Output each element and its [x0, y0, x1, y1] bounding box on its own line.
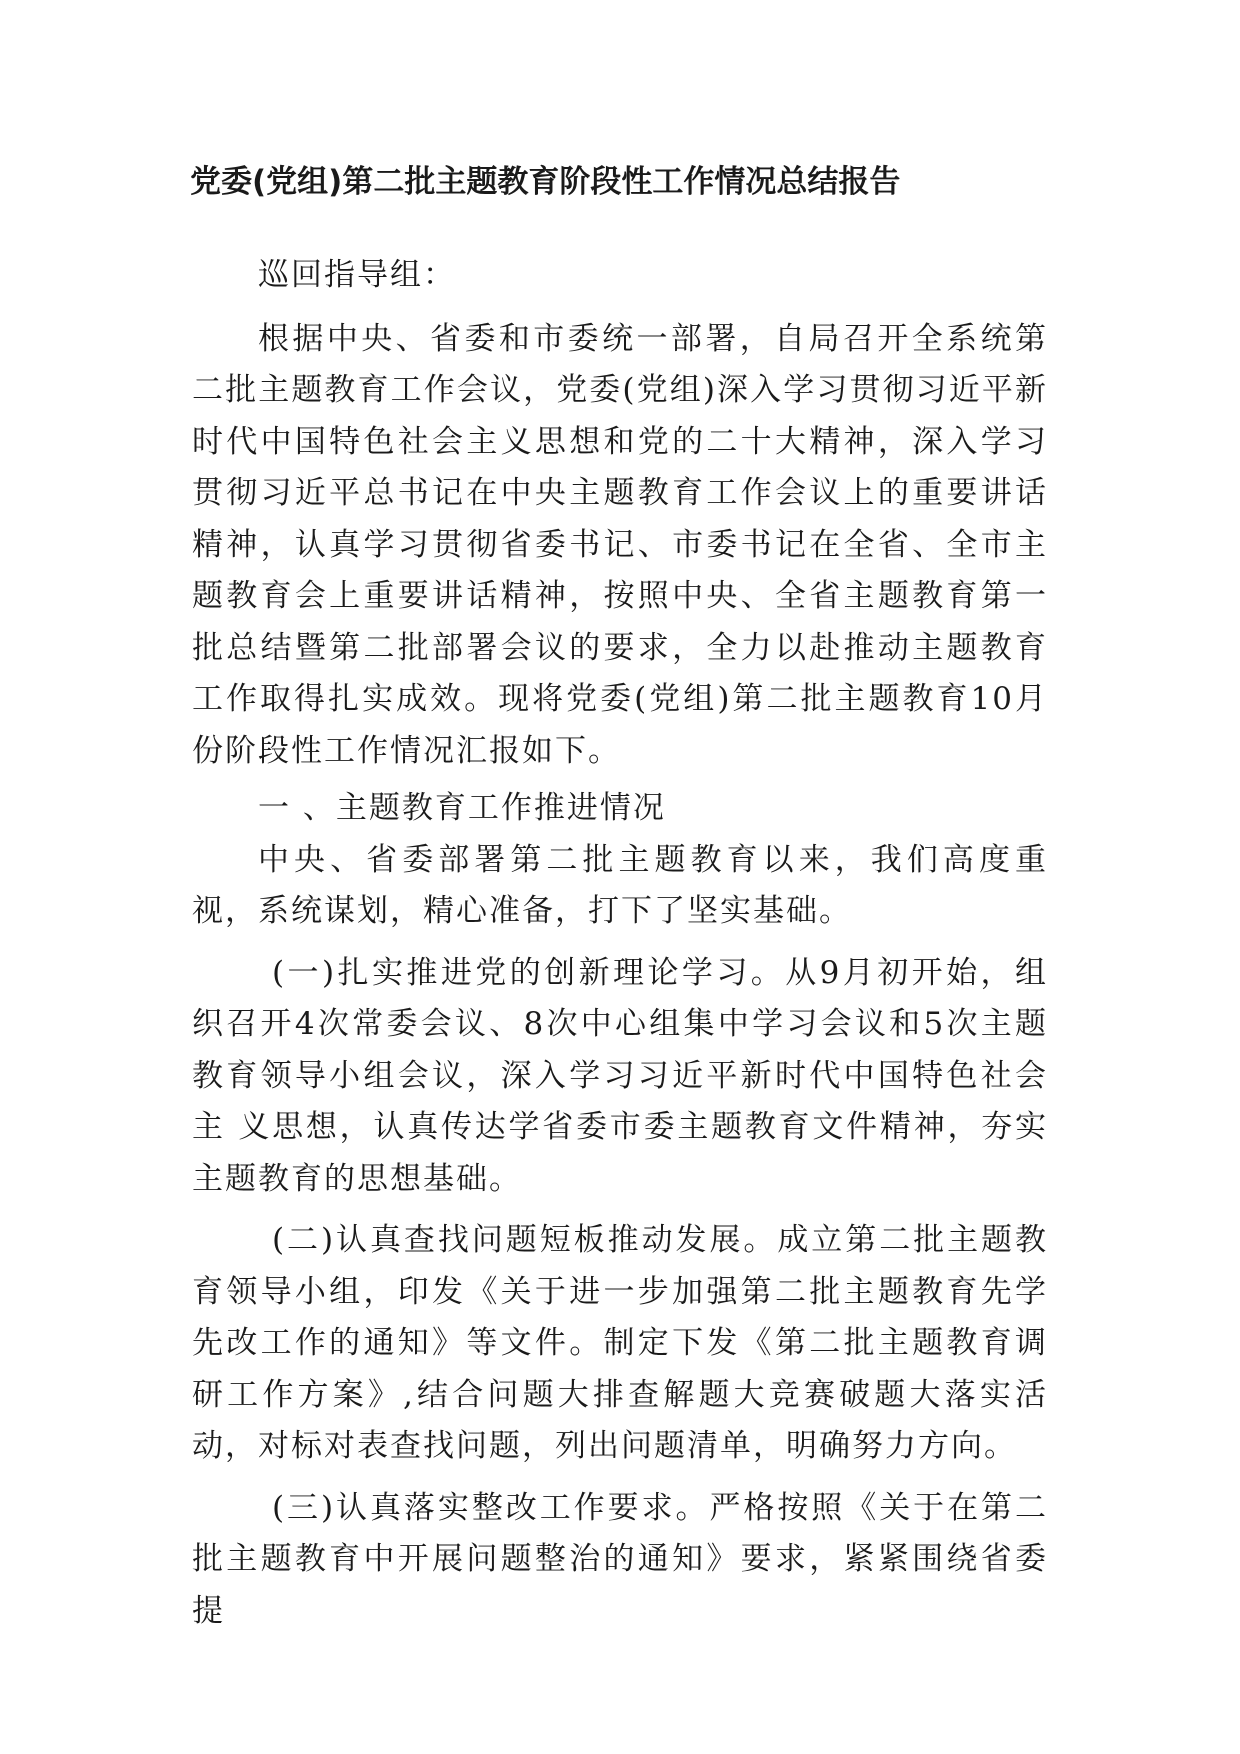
item-2: (二)认真查找问题短板推动发展。成立第二批主题教育领导小组，印发《关于进一步加强第二批主题教育先学先改工作的通知》等文件。制定下发《第二批主题教育调研工作方案》,结合问题大排查解题大竞赛破题大落实活动，对标对表查找问题，列出问题清单，明确努力方向。 [192, 1222, 1048, 1464]
section-intro: 中央、省委部署第二批主题教育以来，我们高度重视，系统谋划，精心准备，打下了坚实基础。 [192, 841, 1048, 929]
document-title: 党委(党组)第二批主题教育阶段性工作情况总结报告 [190, 164, 901, 200]
item-3: (三)认真落实整改工作要求。严格按照《关于在第二批主题教育中开展问题整治的通知》要求，紧紧围绕省委提 [192, 1489, 1048, 1629]
salutation: 巡回指导组： [258, 257, 456, 293]
intro-paragraph: 根据中央、省委和市委统一部署，自局召开全系统第二批主题教育工作会议，党委(党组)深入学习贯彻习近平新时代中国特色社会主义思想和党的二十大精神，深入学习贯彻习近平总书记在中央主题教育工作会议上的重要讲话精神，认真学习贯彻省委书记、市委书记在全省、全市主题教育会上重要讲话精神，按照中央、全省主题教育第一批总结暨第二批部署会议的要求，全力以赴推动主题教育工作取得扎实成效。现将党委(党组)第二批主题教育10月份阶段性工作情况汇报如下。 [192, 320, 1048, 769]
section-heading: 一 、主题教育工作推进情况 [258, 790, 666, 826]
item-1: (一)扎实推进党的创新理论学习。从9月初开始，组 织召开4次常委会议、8次中心组集中学习会议和5次主题 教育领导小组会议，深入学习习近平新时代中国特色社会主 义思想，认真传达学省委市委主题教育文件精神，夯实主题教育的思想基础。 [192, 954, 1048, 1197]
document-body [192, 250, 1048, 1637]
